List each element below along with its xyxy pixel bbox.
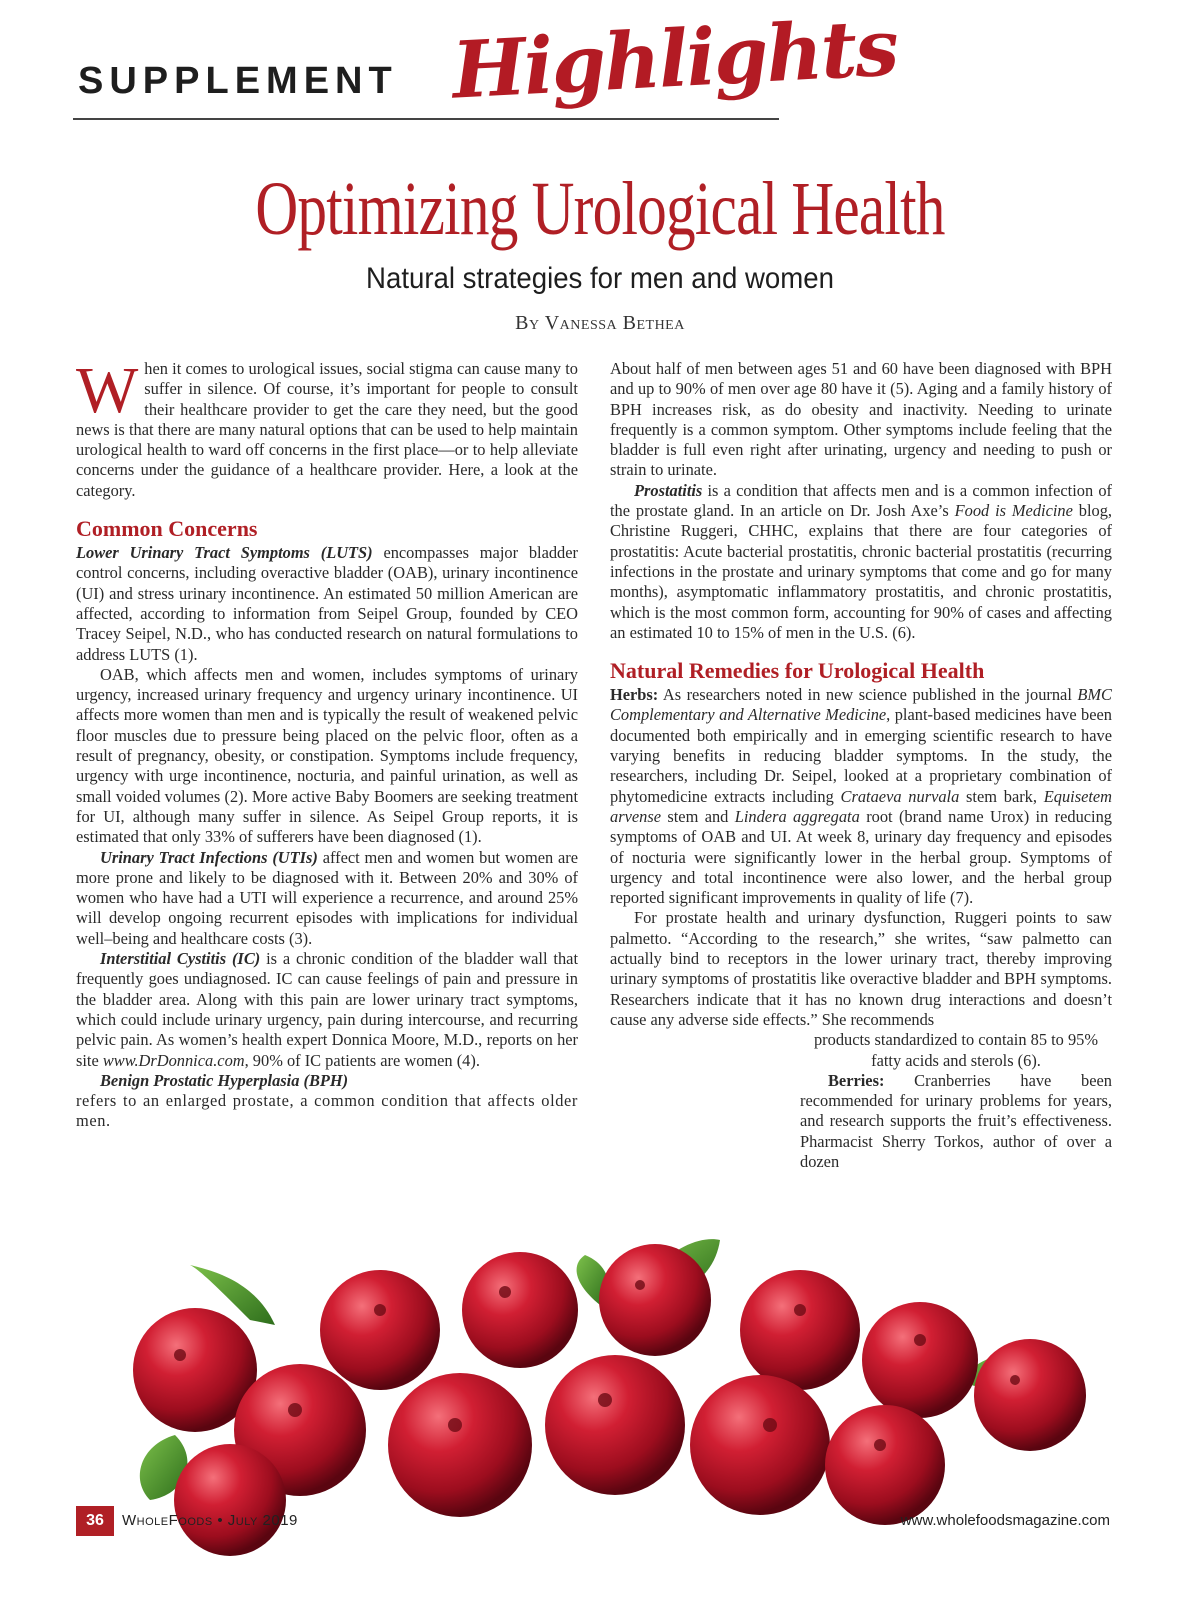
ic-text-end: , 90% of IC patients are women (4).: [244, 1050, 480, 1070]
blossom-end: [874, 1439, 886, 1451]
right-column: [610, 359, 1112, 1172]
cranberries-image: [0, 1230, 1200, 1560]
herbs-journal: BMC Complementary and Alternative Medicine: [610, 685, 1112, 725]
blossom-end: [448, 1418, 462, 1432]
herbs-paragraph: [610, 685, 1112, 908]
cranberry: [974, 1339, 1086, 1451]
herbs-text-4: stem and: [660, 806, 735, 826]
blossom-end: [174, 1349, 186, 1361]
uti-text: affect men and women but women are more prone and likely to be diagnosed with it. Between 20% and 30% of women who have had a UTI will experience a recurrence, and around 25% will develop ongoing recurrent episodes with implications for individual well–being and healthcare costs (3).: [76, 847, 579, 948]
intro-paragraph: [76, 354, 578, 501]
herbs-lead: Herbs:: [610, 685, 659, 705]
uti-paragraph: [76, 848, 578, 949]
byline-text: By Vanessa Bethea: [515, 312, 685, 334]
saw-palmetto-paragraph-end: products standardized to contain 85 to 95% fatty acids and sterols (6).: [813, 1030, 1099, 1070]
section-kicker-script: Highlights: [449, 2, 900, 117]
cranberry: [690, 1375, 830, 1515]
herbs-text-3: stem bark,: [959, 786, 1044, 806]
blossom-end: [1010, 1375, 1020, 1385]
herbs-species-3: Lindera aggregata: [734, 806, 860, 826]
berries-paragraph: [800, 1071, 1112, 1172]
luts-lead: Lower Urinary Tract Symptoms (LUTS): [76, 543, 373, 563]
bph-continued-paragraph: About half of men between ages 51 and 60 have been diagnosed with BPH and up to 90% of men over age 80 have it (5). Aging and a family history of BPH increases risk, as do obesity and inactivity. Needing to urinate frequently is a common symptom. Other symptoms include feeling that the bladder is full even right after urinating, urgency and needing to push or strain to urinate.: [610, 359, 1112, 480]
website-link[interactable]: www.wholefoodsmagazine.com: [900, 1512, 1110, 1529]
uti-lead: Urinary Tract Infections (UTIs): [100, 847, 318, 867]
ic-paragraph: [76, 949, 578, 1071]
luts-paragraph: [76, 543, 578, 665]
cranberry: [862, 1302, 978, 1418]
cranberry: [320, 1270, 440, 1390]
prostatitis-blog: Food is Medicine: [954, 501, 1073, 521]
herbs-species-2: Equisetem arvense: [610, 786, 1113, 826]
blossom-end: [598, 1393, 612, 1407]
page-number: 36: [76, 1506, 114, 1536]
blossom-end: [635, 1280, 645, 1290]
blossom-end: [763, 1418, 777, 1432]
cranberry: [388, 1373, 532, 1517]
publication-folio: [122, 1512, 298, 1529]
article-subtitle: Natural strategies for men and women: [366, 262, 834, 295]
blossom-end: [374, 1304, 386, 1316]
cranberry: [174, 1444, 286, 1556]
blossom-end: [499, 1286, 511, 1298]
herbs-species-1: Crataeva nurvala: [840, 786, 960, 806]
ic-lead: Interstitial Cystitis (IC): [100, 949, 261, 969]
herbs-text-2: , plant-based medicines have been documented both empirically and in emerging scientific research to have varying benefits in reducing bladder symptoms. In the study, the researchers, including Dr. Seipel, looked at a proprietary combination of phytomedicine extracts including: [610, 705, 1112, 806]
section-kicker: SUPPLEMENT: [78, 60, 398, 102]
bph-lead: Benign Prostatic Hyperplasia (BPH): [100, 1070, 349, 1090]
article-title: Optimizing Urological Health: [255, 167, 945, 251]
blossom-end: [914, 1334, 926, 1346]
cranberry: [825, 1405, 945, 1525]
saw-palmetto-paragraph: For prostate health and urinary dysfunction, Ruggeri points to saw palmetto. “According to the research,” she writes, “saw palmetto can actually bind to receptors in the lower urinary tract, thereby improving urinary symptoms of prostatitis like overactive bladder and BPH symptoms. Researchers indicate that it has no known drug interactions and doesn’t cause any adverse side effects.” She recommends: [610, 908, 1112, 1029]
left-column: [76, 354, 579, 1132]
berries-text: Cranberries have been recommended for urinary problems for years, and research supports the fruit’s effectiveness. Pharmacist Sherry Torkos, author of over a dozen: [800, 1070, 1112, 1171]
heading-natural-remedies: Natural Remedies for Urological Health: [610, 658, 985, 684]
blossom-end: [288, 1403, 302, 1417]
berries-lead: Berries:: [828, 1070, 885, 1090]
drop-cap: W: [76, 354, 139, 427]
header-divider: [73, 118, 779, 120]
blossom-end: [794, 1304, 806, 1316]
cranberry: [462, 1252, 578, 1368]
cranberry: [599, 1244, 711, 1356]
herbs-text: As researchers noted in new science published in the journal: [658, 685, 1078, 705]
ic-website-link[interactable]: www.DrDonnica.com: [102, 1050, 245, 1070]
cranberry: [545, 1355, 685, 1495]
prostatitis-text-2: blog, Christine Ruggeri, CHHC, explains that there are four categories of prostatitis: Acute bacterial prostatitis, chronic bacterial prostatitis (recurring infections in the prostate and urinary symptoms that come and go for many months), asymptomatic inflammatory prostatitis, and chronic prostatitis, which is the most common form, accounting for 90% of cases and affecting an estimated 10 to 15% of men in the U.S. (6).: [610, 501, 1113, 642]
article-byline: [0, 312, 1200, 335]
bph-paragraph: refers to an enlarged prostate, a common condition that affects older men.: [76, 1091, 578, 1131]
prostatitis-paragraph: [610, 481, 1112, 643]
heading-common-concerns: Common Concerns: [76, 516, 258, 542]
luts-text: encompasses major bladder control concerns, including overactive bladder (OAB), urinary incontinence (UI) and stress urinary incontinence. An estimated 50 million American are affected, according to information from Seipel Group, founded by CEO Tracey Seipel, N.D., who has conducted research on natural formulations to address LUTS (1).: [76, 543, 578, 664]
ic-text: is a chronic condition of the bladder wall that frequently goes undiagnosed. IC can cause feelings of pain and pressure in the bladder area. Along with this pain are lower urinary tract symptoms, which could include urinary urgency, pain during intercourse, and recurring pelvic pain. As women’s health expert Donnica Moore, M.D., reports on her site: [76, 949, 578, 1070]
bph-lead-paragraph: [76, 1071, 578, 1091]
prostatitis-text: is a condition that affects men and is a common infection of the prostate gland. In an article on Dr. Josh Axe’s: [610, 480, 1112, 521]
oab-paragraph: OAB, which affects men and women, includes symptoms of urinary urgency, increased urinary frequency and urgency urinary incontinence. UI affects more women than men and is typically the result of weakened pelvic floor muscles due to pressure being placed on the pelvic floor, often as a result of pregnancy, obesity, or constipation. Symptoms include frequency, urgency with urge incontinence, nocturia, and painful urination, as well as small voided volumes (2). More active Baby Boomers are seeking treatment for UI, although many suffer in silence. As Seipel Group reports, it is estimated that only 33% of sufferers have been diagnosed (1).: [76, 664, 578, 847]
prostatitis-lead: Prostatitis: [634, 480, 703, 500]
publication-name: WholeFoods • July 2019: [122, 1512, 298, 1529]
herbs-text-5: root (brand name Urox) in reducing symptoms of OAB and UI. At week 8, urinary day frequency and episodes of nocturia were significantly lower in the herbal group. Symptoms of urgency and total incontinence were also lower, and the herbal group reported significant improvements in quality of life (7).: [610, 806, 1112, 908]
cranberry: [740, 1270, 860, 1390]
intro-text: hen it comes to urological issues, social stigma can cause many to suffer in silence. Of course, it’s important for people to consult their healthcare provider to get the care they need, but the good news is that there are many natural options that can be used to help maintain urological health to ward off concerns in the first place—or to help alleviate concerns under the guidance of a healthcare provider. Here, a look at the category.: [76, 359, 578, 500]
